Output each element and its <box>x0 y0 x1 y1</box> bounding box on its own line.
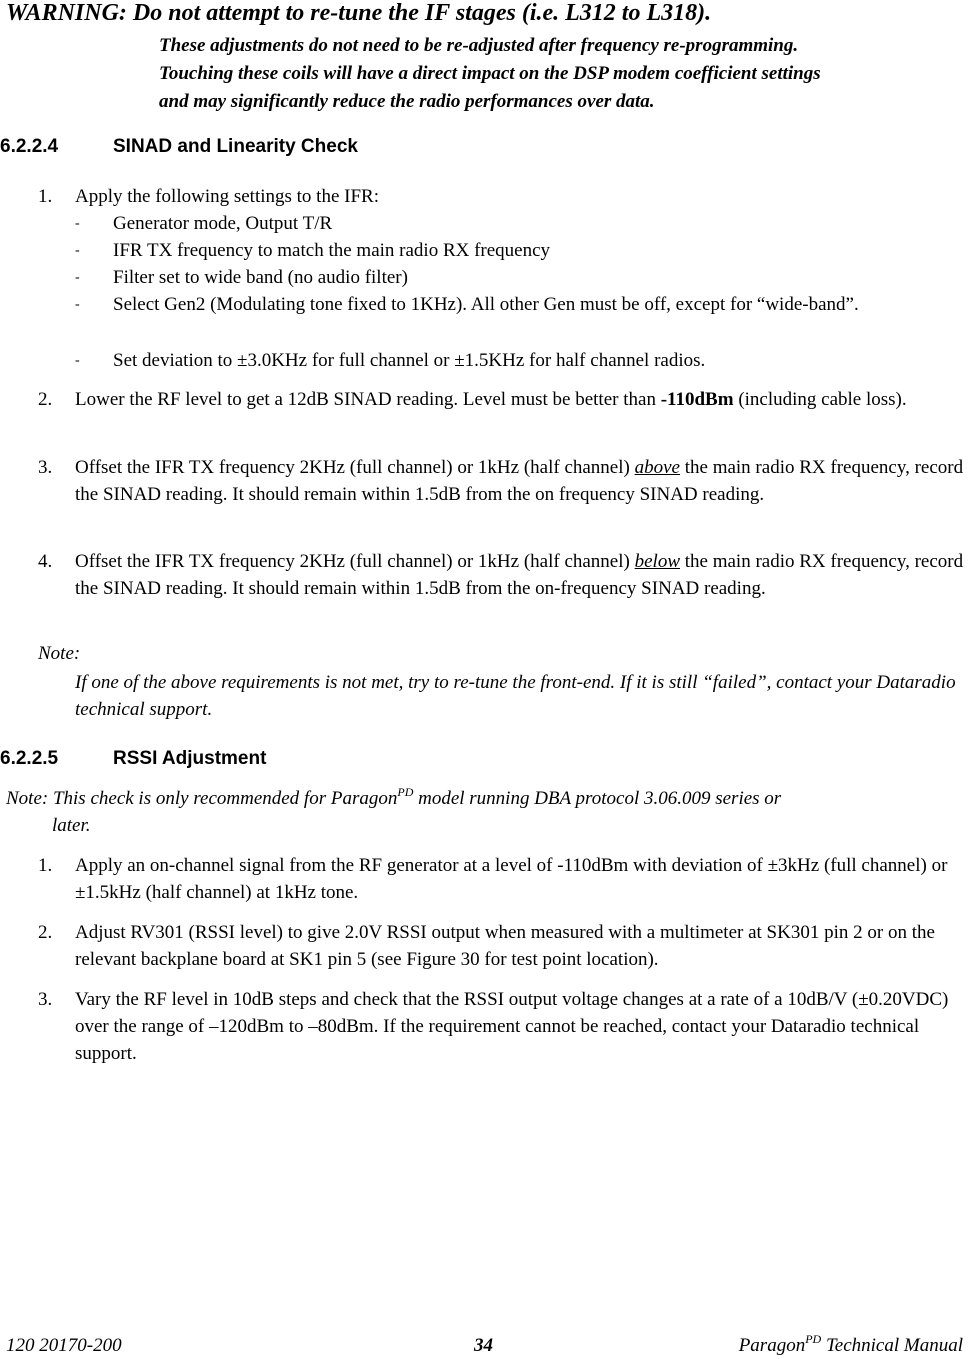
item-text <box>75 386 968 413</box>
bullet-text: Generator mode, Output T/R <box>113 213 333 234</box>
note-text: If one of the above requirements is not met, try to re-tune the front-end. If it is still “failed”, contact your Dataradio technical support. <box>75 672 956 720</box>
dash-marker: - <box>75 353 80 368</box>
superscript: PD <box>397 785 414 799</box>
item-number: 1. <box>38 186 53 207</box>
item-text <box>75 548 968 602</box>
footer-page-number: 34 <box>474 1335 493 1356</box>
dash-marker: - <box>75 297 80 312</box>
text-run: Lower the RF level to get a 12dB SINAD reading. Level must be better than <box>75 389 661 410</box>
bullet-item <box>75 291 968 318</box>
item-text: Adjust RV301 (RSSI level) to give 2.0V RSSI output when measured with a multimeter at SK301 pin 2 or on the relevant backplane board at SK1 pin 5 (see Figure 30 for test point location). <box>75 922 935 970</box>
list-item <box>38 919 968 973</box>
item-number: 2. <box>38 389 53 410</box>
item-number: 1. <box>38 855 53 876</box>
warning-line: Touching these coils will have a direct impact on the DSP modem coefficient settings <box>159 63 821 84</box>
bullet-text: IFR TX frequency to match the main radio RX frequency <box>113 240 551 261</box>
bullet-text: Set deviation to ±3.0KHz for full channel or ±1.5KHz for half channel radios. <box>113 350 706 371</box>
text-run: Note: This check is only recommended for Paragon <box>6 788 398 809</box>
warning-body <box>159 32 971 116</box>
bullet-item <box>75 210 968 237</box>
text-run: the main radio RX frequency, record the SINAD reading. It should remain within 1.5dB from the on-frequency SINAD reading. <box>75 551 964 599</box>
dash-marker: - <box>75 216 80 231</box>
text-run: model running DBA protocol 3.06.009 series or <box>413 788 782 809</box>
list-item <box>38 852 968 906</box>
text-run: (including cable loss). <box>733 389 907 410</box>
section-number: 6.2.2.4 <box>0 136 59 157</box>
list-item <box>38 986 968 1067</box>
emphasis-below: below <box>634 551 680 572</box>
dash-marker: - <box>75 243 80 258</box>
footer-doc-number: 120 20170-200 <box>6 1335 122 1356</box>
item-number: 3. <box>38 457 53 478</box>
warning-line: and may significantly reduce the radio performances over data. <box>159 91 655 112</box>
warning-line: These adjustments do not need to be re-adjusted after frequency re-programming. <box>159 35 799 56</box>
item-text: Vary the RF level in 10dB steps and check that the RSSI output voltage changes at a rate of a 10dB/V (±0.20VDC) over the range of –120dBm to –80dBm. If the requirement cannot be reached, contact your Dataradio technical support. <box>75 989 949 1064</box>
item-number: 4. <box>38 551 53 572</box>
bullet-item <box>75 264 968 291</box>
section-title: RSSI Adjustment <box>113 748 267 769</box>
list-item <box>38 454 968 508</box>
note-continuation: later. <box>52 815 91 836</box>
item-number: 3. <box>38 989 53 1010</box>
rssi-note <box>6 785 972 839</box>
superscript: PD <box>805 1332 822 1346</box>
note-label: Note: <box>38 643 81 664</box>
section-number: 6.2.2.5 <box>0 748 59 769</box>
bullet-text: Select Gen2 (Modulating tone fixed to 1KHz). All other Gen must be off, except for “wide-band”. <box>113 294 859 315</box>
bullet-item <box>75 347 968 374</box>
text-run: Technical Manual <box>821 1335 963 1356</box>
section-heading-sinad <box>0 136 358 158</box>
level-value: -110dBm <box>660 389 734 410</box>
dash-marker: - <box>75 270 80 285</box>
item-text <box>75 454 968 508</box>
footer-manual-title <box>738 1332 963 1357</box>
list-item <box>38 548 968 602</box>
emphasis-above: above <box>634 457 680 478</box>
list-item <box>38 386 968 413</box>
section-title: SINAD and Linearity Check <box>113 136 358 157</box>
text-run: the main radio RX frequency, record the SINAD reading. It should remain within 1.5dB from the on frequency SINAD reading. <box>75 457 964 505</box>
bullet-item <box>75 237 968 264</box>
item-text: Apply an on-channel signal from the RF generator at a level of -110dBm with deviation of ±3kHz (full channel) or ±1.5kHz (half channel) at 1kHz tone. <box>75 855 948 903</box>
section-heading-rssi <box>0 748 266 770</box>
text-run: Paragon <box>738 1335 806 1356</box>
item-text: Apply the following settings to the IFR: <box>75 186 379 207</box>
text-run: Offset the IFR TX frequency 2KHz (full channel) or 1kHz (half channel) <box>75 457 635 478</box>
text-run: Offset the IFR TX frequency 2KHz (full channel) or 1kHz (half channel) <box>75 551 635 572</box>
bullet-text: Filter set to wide band (no audio filter) <box>113 267 408 288</box>
warning-title: WARNING: Do not attempt to re-tune the IF stages (i.e. L312 to L318). <box>6 0 712 26</box>
item-number: 2. <box>38 922 53 943</box>
list-item <box>38 183 968 210</box>
